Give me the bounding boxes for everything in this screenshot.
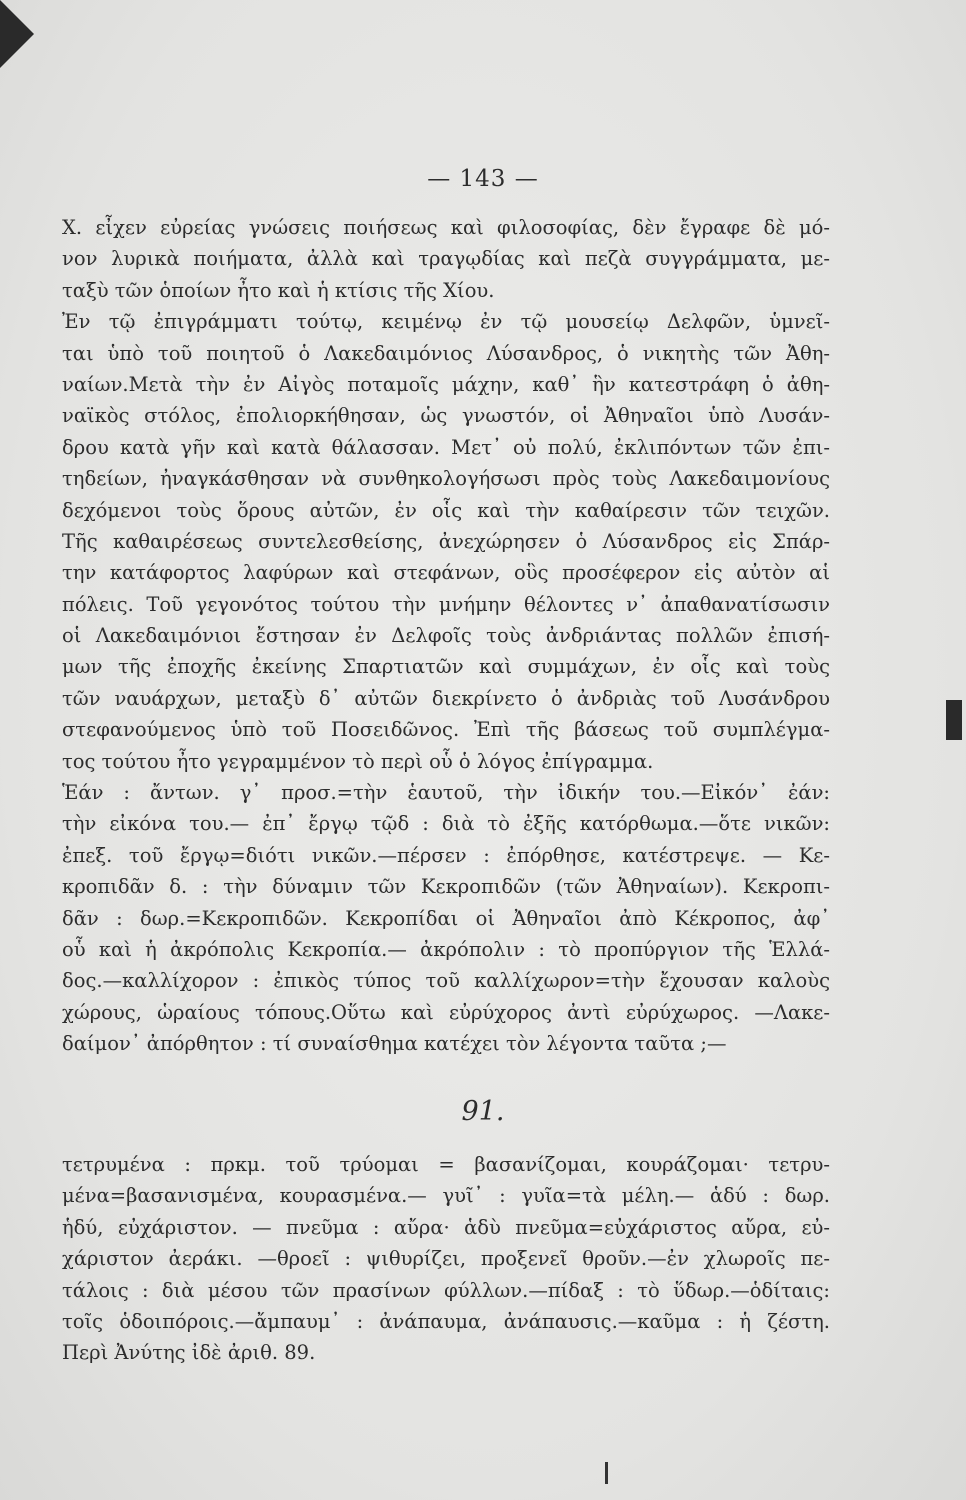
text-line: μων τῆς ἐποχῆς ἐκείνης Σπαρτιατῶν καὶ συμμάχων, ἐν οἷς καὶ τοὺς [62, 655, 830, 679]
page-corner-marker [0, 0, 34, 68]
text-line: ναίων.Μετὰ τὴν ἐν Αἰγὸς ποταμοῖς μάχην, καθ᾽ ἣν κατεστράφη ὁ ἀθη- [62, 372, 830, 396]
text-line: τοῖς ὁδοιπόροις.—ἄμπαυμ᾽ : ἀνάπαυμα, ἀνάπαυσις.—καῦμα : ἡ ζέστη. [62, 1309, 830, 1333]
text-line: στεφανούμενος ὑπὸ τοῦ Ποσειδῶνος. Ἐπὶ τῆς βάσεως τοῦ συμπλέγμα- [62, 718, 830, 742]
text-line: χώρους, ὡραίους τόπους.Οὕτω καὶ εὐρύχορος ἀντὶ εὐρύχωρος. —Λακε- [62, 1000, 830, 1024]
text-line: δος.—καλλίχορον : ἐπικὸς τύπος τοῦ καλλίχωρον=τὴν ἔχουσαν καλοὺς [62, 969, 830, 993]
text-line: τὴν εἰκόνα του.— ἐπ᾽ ἔργῳ τῷδ : διὰ τὸ ἐξῆς κατόρθωμα.—ὅτε νικῶν: [62, 812, 830, 836]
page-number: — 143 — [427, 166, 539, 192]
text-line: τάλοις : διὰ μέσου τῶν πρασίνων φύλλων.—πίδαξ : τὸ ὕδωρ.—ὁδίταις: [62, 1278, 830, 1302]
text-line: οἱ Λακεδαιμόνιοι ἔστησαν ἐν Δελφοῖς τοὺς ἀνδριάντας πολλῶν ἐπισή- [62, 624, 830, 648]
text-line: Ἐν τῷ ἐπιγράμματι τούτῳ, κειμένῳ ἐν τῷ μουσείῳ Δελφῶν, ὑμνεῖ- [62, 310, 830, 334]
text-line: δεχόμενοι τοὺς ὅρους αὐτῶν, ἐν οἷς καὶ τὴν καθαίρεσιν τῶν τειχῶν. [62, 498, 830, 522]
text-line: ταξὺ τῶν ὁποίων ἦτο καὶ ἡ κτίσις τῆς Χίου. [62, 278, 495, 302]
text-line: δαίμον᾽ ἀπόρθητον : τί συναίσθημα κατέχει τὸν λέγοντα ταῦτα ;— [62, 1032, 727, 1056]
text-line: ται ὑπὸ τοῦ ποιητοῦ ὁ Λακεδαιμόνιος Λύσανδρος, ὁ νικητὴς τῶν Ἀθη- [62, 341, 830, 365]
text-line: νον λυρικὰ ποιήματα, ἀλλὰ καὶ τραγῳδίας καὶ πεζὰ συγγράμματα, με- [62, 247, 830, 271]
binding-marker [946, 700, 962, 740]
text-line: ἐπεξ. τοῦ ἔργῳ=διότι νικῶν.—πέρσεν : ἐπόρθησε, κατέστρεψε. — Κε- [62, 843, 830, 867]
bottom-tick-mark [605, 1462, 608, 1484]
text-line: τηδείων, ἠναγκάσθησαν νὰ συνθηκολογήσωσι πρὸς τοὺς Λακεδαιμονίους [62, 467, 830, 491]
text-line: τῶν ναυάρχων, μεταξὺ δ᾽ αὐτῶν διεκρίνετο ὁ ἀνδριὰς τοῦ Λυσάνδρου [62, 686, 830, 710]
text-line: ἡδύ, εὐχάριστον. — πνεῦμα : αὔρα· ἁδὺ πνεῦμα=εὐχάριστος αὔρα, εὐ- [62, 1215, 830, 1239]
text-line: τετρυμένα : πρκμ. τοῦ τρύομαι = βασανίζομαι, κουράζομαι· τετρυ- [62, 1153, 830, 1176]
text-line: την κατάφορτος λαφύρων καὶ στεφάνων, οὓς προσέφερον εἰς αὐτὸν αἱ [62, 561, 830, 585]
text-line: μένα=βασανισμένα, κουρασμένα.— γυῖ᾽ : γυῖα=τὰ μέλη.— ἁδύ : δωρ. [62, 1184, 830, 1208]
text-line: Περὶ Ἀνύτης ἰδὲ ἀριθ. 89. [62, 1341, 316, 1365]
commentary-text [62, 212, 830, 1060]
notes-text [62, 1149, 830, 1369]
text-line: Τῆς καθαιρέσεως συντελεσθείσης, ἀνεχώρησεν ὁ Λύσανδρος εἰς Σπάρ- [62, 529, 830, 553]
text-line: Ἑάν : ἄντων. γ᾽ προσ.=τὴν ἑαυτοῦ, τὴν ἰδικήν του.—Εἰκόν᾽ ἐάν: [62, 781, 830, 805]
text-line: κροπιδᾶν δ. : τὴν δύναμιν τῶν Κεκροπιδῶν (τῶν Ἀθηναίων). Κεκροπι- [62, 875, 830, 899]
text-line: δᾶν : δωρ.=Κεκροπιδῶν. Κεκροπίδαι οἱ Ἀθηναῖοι ἀπὸ Κέκροπος, ἀφ᾽ [62, 906, 830, 930]
section-number: 91. [461, 1096, 505, 1127]
text-line: ναϊκὸς στόλος, ἐπολιορκήθησαν, ὡς γνωστόν, οἱ Ἀθηναῖοι ὑπὸ Λυσάν- [62, 404, 830, 428]
text-line: τος τούτου ἦτο γεγραμμένον τὸ περὶ οὗ ὁ λόγος ἐπίγραμμα. [62, 749, 654, 773]
text-line: δρου κατὰ γῆν καὶ κατὰ θάλασσαν. Μετ᾽ οὐ πολύ, ἐκλιπόντων τῶν ἐπι- [62, 435, 830, 459]
text-line: Χ. εἶχεν εὐρείας γνώσεις ποιήσεως καὶ φιλοσοφίας, δὲν ἔγραφε δὲ μό- [62, 216, 830, 239]
text-line: πόλεις. Τοῦ γεγονότος τούτου τὴν μνήμην θέλοντες ν᾽ ἀπαθανατίσωσιν [62, 592, 830, 616]
text-line: οὗ καὶ ἡ ἀκρόπολις Κεκροπία.— ἀκρόπολιν : τὸ προπύργιον τῆς Ἑλλά- [62, 937, 830, 961]
text-line: χάριστον ἀεράκι. —θροεῖ : ψιθυρίζει, προξενεῖ θροῦν.—ἐν χλωροῖς πε- [62, 1247, 830, 1271]
